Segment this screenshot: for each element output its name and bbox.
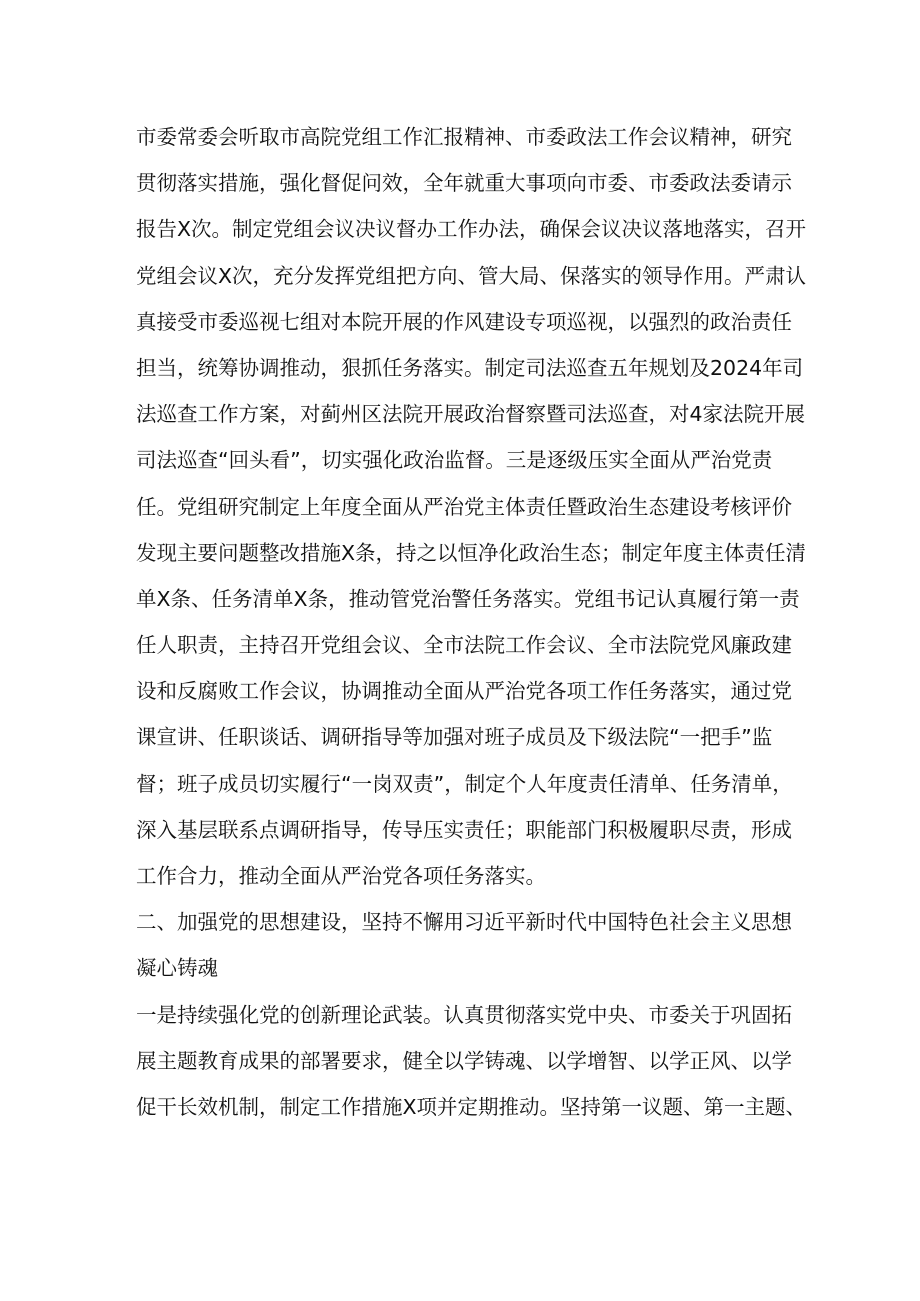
body-text-line: 设和反腐败工作会议，协调推动全面从严治党各项工作任务落实，通过党 xyxy=(136,679,792,704)
body-text-line: 一是持续强化党的创新理论武装。认真贯彻落实党中央、市委关于巩固拓 xyxy=(136,1002,792,1027)
document-body xyxy=(136,114,806,1130)
body-text-line: 课宣讲、任职谈话、调研指导等加强对班子成员及下级法院“一把手”监 xyxy=(136,725,773,750)
body-text-line: 工作合力，推动全面从严治党各项任务落实。 xyxy=(136,864,546,888)
body-text-line: 市委常委会听取市高院党组工作汇报精神、市委政法工作会议精神，研究 xyxy=(136,125,792,149)
body-text-line: 担当，统筹协调推动，狠抓任务落实。制定司法巡查五年规划及2024年司 xyxy=(136,355,804,380)
body-text-line: 展主题教育成果的部署要求，健全以学铸魂、以学增智、以学正风、以学 xyxy=(136,1048,792,1073)
body-text-line: 深入基层联系点调研指导，传导压实责任；职能部门积极履职尽责，形成 xyxy=(136,817,792,842)
body-text-line: 真接受市委巡视七组对本院开展的作风建设专项巡视，以强烈的政治责任 xyxy=(136,309,792,334)
body-text-line: 法巡查工作方案，对蓟州区法院开展政治督察暨司法巡查，对4家法院开展 xyxy=(136,402,806,427)
body-text-line: 发现主要问题整改措施X条，持之以恒净化政治生态；制定年度主体责任清 xyxy=(136,540,807,565)
body-text-line: 党组会议X次，充分发挥党组把方向、管大局、保落实的领导作用。严肃认 xyxy=(136,263,807,288)
body-text-line: 司法巡查“回头看”，切实强化政治监督。三是逐级压实全面从严治党责 xyxy=(136,448,773,473)
body-text-line: 报告X次。制定党组会议决议督办工作办法，确保会议决议落地落实，召开 xyxy=(136,217,807,242)
section-heading-line: 凝心铸魂 xyxy=(136,956,218,981)
body-text-line: 贯彻落实措施，强化督促问效，全年就重大事项向市委、市委政法委请示 xyxy=(136,171,792,196)
body-text-line: 任。党组研究制定上年度全面从严治党主体责任暨政治生态建设考核评价 xyxy=(136,494,792,519)
body-text-line: 任人职责，主持召开党组会议、全市法院工作会议、全市法院党风廉政建 xyxy=(136,633,792,658)
body-text-line: 促干长效机制，制定工作措施X项并定期推动。坚持第一议题、第一主题、 xyxy=(136,1094,807,1119)
body-text-line: 督；班子成员切实履行“一岗双责”，制定个人年度责任清单、任务清单， xyxy=(136,771,793,796)
section-heading-line: 二、加强党的思想建设，坚持不懈用习近平新时代中国特色社会主义思想 xyxy=(136,910,792,935)
body-text-line: 单X条、任务清单X条，推动管党治警任务落实。党组书记认真履行第一责 xyxy=(136,586,800,611)
